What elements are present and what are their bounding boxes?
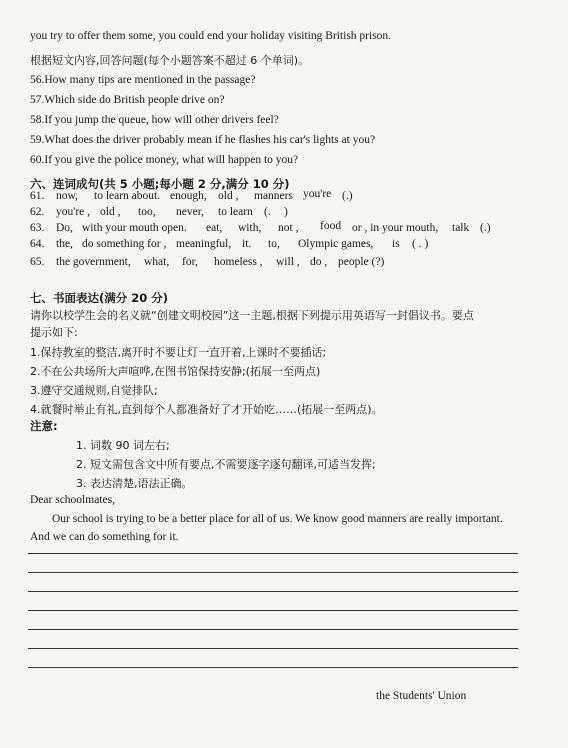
word-token: homeless , — [214, 256, 263, 268]
word-token: to learn about. — [94, 190, 161, 202]
word-token: to, — [268, 238, 280, 250]
section-7-title: 七、书面表达(满分 20 分) — [30, 291, 169, 305]
word-token: enough, — [170, 190, 207, 202]
word-token: talk — [452, 222, 470, 234]
signature: the Students' Union — [376, 690, 467, 702]
word-token: it. — [242, 238, 252, 250]
reading-instruction: 根据短文内容,回答问题(每个小题答案不超过 6 个单词)。 — [30, 54, 310, 67]
hints-label: 提示如下: — [30, 326, 78, 339]
answer-line — [28, 591, 518, 592]
word-token: the, — [56, 238, 73, 250]
word-token: people (?) — [338, 256, 385, 268]
word-token: old , — [100, 206, 121, 218]
letter-greeting: Dear schoolmates, — [30, 494, 115, 506]
word-token: food — [320, 220, 342, 232]
notes-label: 注意: — [30, 419, 58, 433]
word-token: not , — [278, 222, 299, 234]
word-token: do something for , — [82, 238, 167, 250]
word-token: do , — [310, 256, 328, 268]
word-token: eat, — [206, 222, 223, 234]
word-token: (.) — [342, 190, 353, 202]
answer-line — [28, 667, 518, 668]
word-token: for, — [182, 256, 198, 268]
word-token: old , — [218, 190, 239, 202]
hint-1: 1.保持教室的整洁,离开时不要让灯一直开着,上课时不要插话; — [30, 346, 327, 359]
question-58: 58.If you jump the queue, how will other drivers feel? — [30, 114, 279, 126]
word-token: too, — [138, 206, 156, 218]
word-token: manners — [254, 190, 293, 202]
word-token: (. — [264, 206, 271, 218]
sentence-number: 62. — [30, 206, 45, 218]
sentence-number: 61. — [30, 190, 45, 202]
word-token: now, — [56, 190, 78, 202]
word-token: ) — [284, 206, 288, 218]
word-token: Do, — [56, 222, 73, 234]
word-token: you're — [303, 188, 332, 200]
word-token: with, — [238, 222, 262, 234]
word-token: what, — [144, 256, 170, 268]
note-1: 1. 词数 90 词左右; — [76, 439, 170, 452]
writing-prompt: 请你以校学生会的名义就“创建文明校园”这一主题,根据下列提示用英语写一封倡议书。要点 — [30, 309, 474, 322]
word-token: Olympic games, — [298, 238, 374, 250]
letter-body-line-1: Our school is trying to be a better place for all of us. We know good manners are really important. — [52, 513, 503, 525]
hint-4: 4.就餐时举止有礼,直到每个人都准备好了才开始吃……(拓展一至两点)。 — [30, 403, 383, 416]
word-token: meaningful, — [176, 238, 232, 250]
word-token: to learn — [218, 206, 253, 218]
word-token: is — [392, 238, 400, 250]
word-token: ( . ) — [412, 238, 429, 250]
answer-line — [28, 648, 518, 649]
note-2: 2. 短文需包含文中所有要点,不需要逐字逐句翻译,可适当发挥; — [76, 458, 376, 471]
hint-3: 3.遵守交通规则,自觉排队; — [30, 384, 158, 397]
question-59: 59.What does the driver probably mean if he flashes his car's lights at you? — [30, 134, 376, 146]
question-56: 56.How many tips are mentioned in the passage? — [30, 74, 256, 86]
question-57: 57.Which side do British people drive on? — [30, 94, 225, 106]
word-token: never, — [176, 206, 204, 218]
letter-body-line-2: And we can do something for it. — [30, 531, 179, 543]
answer-line — [28, 572, 518, 573]
answer-line — [28, 610, 518, 611]
word-token: or , in your mouth, — [352, 222, 439, 234]
word-token: you're , — [56, 206, 91, 218]
note-3: 3. 表达清楚,语法正确。 — [76, 477, 193, 490]
answer-line — [28, 553, 518, 554]
hint-2: 2.不在公共场所大声喧哗,在图书馆保持安静;(拓展一至两点) — [30, 365, 321, 378]
answer-line — [28, 629, 518, 630]
sentence-number: 65. — [30, 256, 45, 268]
sentence-number: 63. — [30, 222, 45, 234]
word-token: with your mouth open. — [82, 222, 187, 234]
word-token: will , — [276, 256, 300, 268]
section-6-title: 六、连词成句(共 5 小题;每小题 2 分,满分 10 分) — [30, 177, 290, 191]
passage-end-line: you try to offer them some, you could end your holiday visiting British prison. — [30, 30, 392, 42]
sentence-number: 64. — [30, 238, 45, 250]
word-token: (.) — [480, 222, 491, 234]
question-60: 60.If you give the police money, what will happen to you? — [30, 154, 299, 166]
word-token: the government, — [56, 256, 131, 268]
